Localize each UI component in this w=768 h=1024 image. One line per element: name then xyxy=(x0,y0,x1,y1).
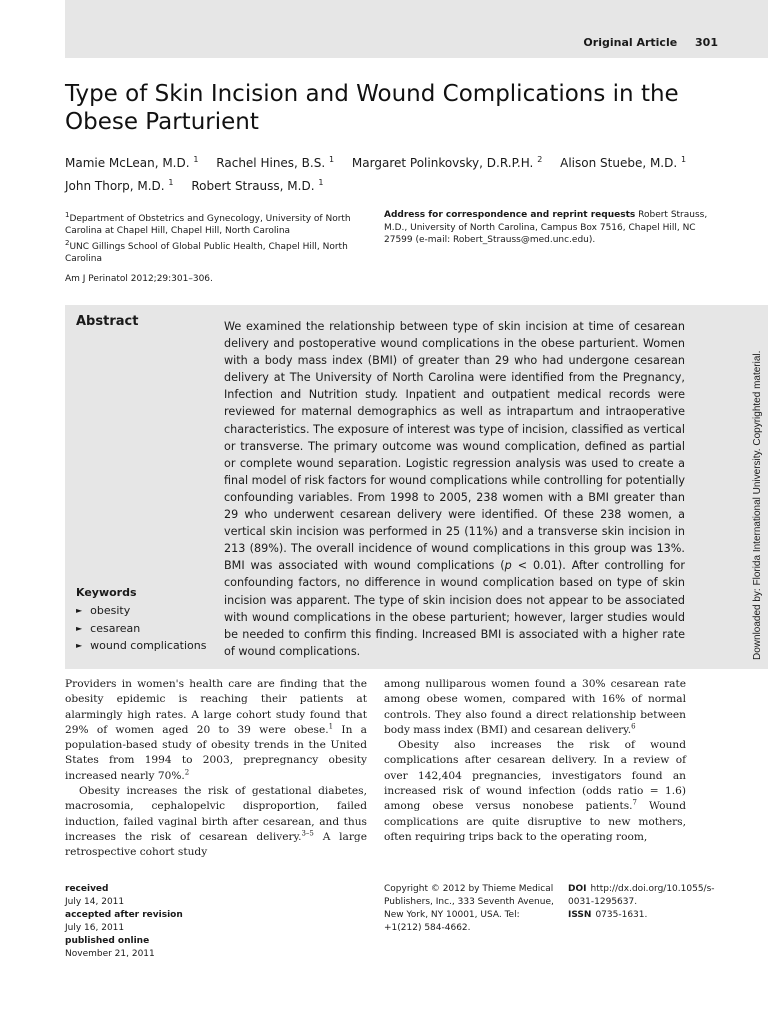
page-number: 301 xyxy=(695,36,718,49)
author: Alison Stuebe, M.D. $^1$ xyxy=(560,155,687,170)
header-band xyxy=(65,0,768,58)
article-title: Type of Skin Incision and Wound Complications in the Obese Parturient xyxy=(65,81,679,135)
doi-label: DOI xyxy=(568,884,587,894)
body-paragraph: Providers in women's health care are finding that the obesity epidemic is reaching their patients at alarmingly high rates. A large cohort study found that 29% of women aged 20 to 39 were obese.$^1$ In a population-based study of obesity trends in the United States from 1994 to 2003, prepregnancy obesity increased nearly 70%.$^2$ xyxy=(65,678,367,782)
author: Robert Strauss, M.D. $^1$ xyxy=(191,178,324,193)
author-list xyxy=(65,150,705,196)
body-paragraph: among nulliparous women found a 30% cesarean rate among obese women, compared with 16% of normal controls. They also found a direct relationship between body mass index (BMI) and cesarean delivery.$^6$ xyxy=(384,678,686,736)
body-paragraph: Obesity also increases the risk of wound complications after cesarean delivery. In a review of over 142,404 pregnancies, investigators found an increased risk of wound infection (odds ratio = 1.6) among obese versus nonobese patients.$^7$ Wound complications are quite disruptive to new mothers, often requiring trips back to the operating room, xyxy=(384,739,686,843)
author: Mamie McLean, M.D. $^1$ xyxy=(65,155,199,170)
correspondence-label: Address for correspondence and reprint requests xyxy=(384,210,636,220)
keyword-item: ► cesarean xyxy=(76,620,206,638)
affiliation: $^1$Department of Obstetrics and Gynecology, University of North Carolina at Chapel Hill, Chapel Hill, North Carolina xyxy=(65,211,351,236)
copyright-notice: Copyright © 2012 by Thieme Medical Publishers, Inc., 333 Seventh Avenue, New York, NY 10001, USA. Tel: +1(212) 584-4662. xyxy=(384,884,554,933)
issn-value: 0735-1631. xyxy=(595,910,648,920)
keyword-item: ► obesity xyxy=(76,602,206,620)
citation: Am J Perinatol 2012;29:301–306. xyxy=(65,274,213,284)
author: Margaret Polinkovsky, D.R.P.H. $^2$ xyxy=(351,155,543,170)
affiliation: $^2$UNC Gillings School of Global Public Health, Chapel Hill, North Carolina xyxy=(65,239,348,264)
received-label: received xyxy=(65,884,109,894)
published-label: published online xyxy=(65,936,150,946)
keywords-heading: Keywords xyxy=(76,586,137,599)
correspondence-text: Robert Strauss, M.D., University of North Carolina, Campus Box 7516, Chapel Hill, NC 27599 (e-mail: Robert_Strauss@med.unc.edu). xyxy=(384,210,708,245)
author: John Thorp, M.D. $^1$ xyxy=(65,178,174,193)
doi-link[interactable]: http://dx.doi.org/10.1055/s-0031-1295637. xyxy=(568,884,715,907)
keyword-list xyxy=(76,602,206,655)
article-dates xyxy=(65,883,183,961)
download-notice: Downloaded by: Florida International University. Copyrighted material. xyxy=(752,350,763,660)
issn-label: ISSN xyxy=(568,910,592,920)
affiliations xyxy=(65,209,360,265)
doi-block xyxy=(568,883,715,922)
received-date: July 14, 2011 xyxy=(65,897,125,907)
body-column-right xyxy=(384,677,686,845)
author: Rachel Hines, B.S. $^1$ xyxy=(216,155,335,170)
body-column-left xyxy=(65,677,367,861)
correspondence-address xyxy=(384,209,714,247)
abstract-text: We examined the relationship between type of skin incision at time of cesarean delivery and postoperative wound complications in the obese parturient. Women with a body mass index (BMI) of greater than 29 who had undergone cesarean delivery at The University of North Carolina were identified from the Pregnancy, Infection and Nutrition study. Inpatient and outpatient medical records were reviewed for maternal demographics as well as intrapartum and intraoperative characteristics. The exposure of interest was type of incision, classified as vertical or transverse. The primary outcome was wound complication, defined as partial or complete wound separation. Logistic regression analysis was used to create a final model of risk factors for wound complications while controlling for potentially confounding variables. From 1998 to 2005, 238 women with a BMI greater than 29 who underwent cesarean delivery were identified. Of these 238 women, a vertical skin incision was performed in 25 (11%) and a transverse skin incision in 213 (89%). The overall incidence of wound complications in this group was 13%. BMI was associated with wound complications (p < 0.01). After controlling for confounding factors, no difference in wound complication based on type of skin incision was apparent. The type of skin incision does not appear to be associated with wound complications in the obese parturient; however, larger studies would be needed to confirm this finding. Increased BMI is associated with a higher rate of wound complications. xyxy=(224,320,686,658)
abstract-heading: Abstract xyxy=(76,314,139,329)
published-date: November 21, 2011 xyxy=(65,949,155,959)
section-label: Original Article xyxy=(583,36,678,49)
keyword-item: ► wound complications xyxy=(76,637,206,655)
accepted-date: July 16, 2011 xyxy=(65,923,125,933)
accepted-label: accepted after revision xyxy=(65,910,183,920)
running-header xyxy=(569,36,718,49)
body-paragraph: Obesity increases the risk of gestational diabetes, macrosomia, cephalopelvic disproportion, failed induction, failed vaginal birth after cesarean, and thus increases the risk of cesarean delivery.$^{3-5}$ A large retrospective cohort study xyxy=(65,785,367,859)
